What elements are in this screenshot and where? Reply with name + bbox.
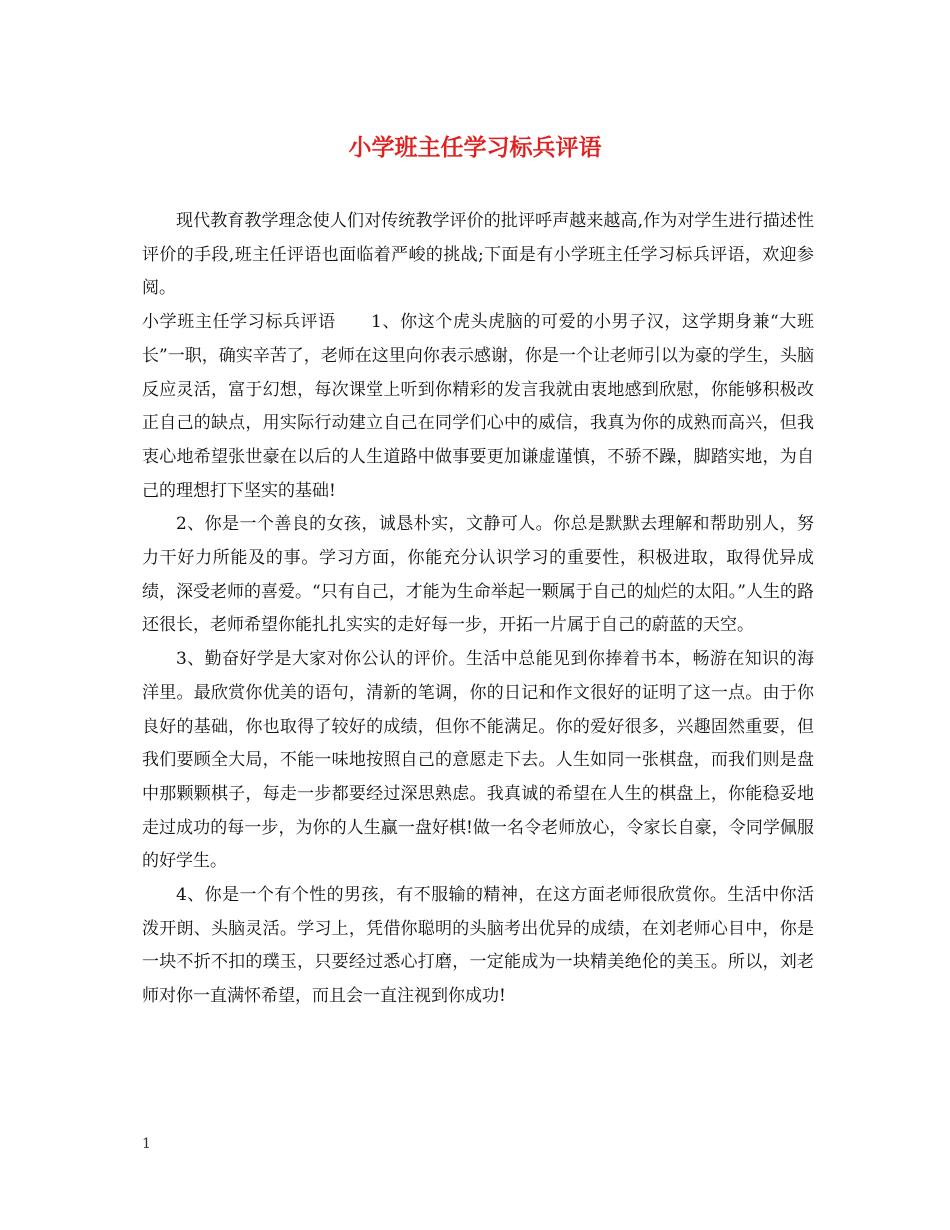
comment-paragraph-1: 小学班主任学习标兵评语 1、你这个虎头虎脑的可爱的小男子汉，这学期身兼“大班长”一职，确实辛苦了，老师在这里向你表示感谢，你是一个让老师引以为豪的学生，头脑反应灵活，富于幻想，每次课堂上听到你精彩的发言我就由衷地感到欣慰，你能够积极改正自己的缺点，用实际行动建立自己在同学们心中的威信，我真为你的成熟而高兴，但我衷心地希望张世豪在以后的人生道路中做事要更加谦虚谨慎，不骄不躁，脚踏实地，为自己的理想打下坚实的基础! xyxy=(142,312,814,501)
intro-paragraph: 现代教育教学理念使人们对传统教学评价的批评呼声越来越高,作为对学生进行描述性评价的手段,班主任评语也面临着严峻的挑战;下面是有小学班主任学习标兵评语，欢迎参阅。 xyxy=(142,211,814,299)
comment-paragraph-4: 4、你是一个有个性的男孩，有不服输的精神，在这方面老师很欣赏你。生活中你活泼开朗、头脑灵活。学习上，凭借你聪明的头脑考出优异的成绩，在刘老师心目中，你是一块不折不扣的璞玉，只要经过悉心打磨，一定能成为一块精美绝伦的美玉。所以，刘老师对你一直满怀希望，而且会一直注视到你成功! xyxy=(142,885,814,1007)
document-body xyxy=(142,205,814,1014)
page-number: 1 xyxy=(142,1136,151,1152)
comment-paragraph-3: 3、勤奋好学是大家对你公认的评价。生活中总能见到你捧着书本，畅游在知识的海洋里。最欣赏你优美的语句，清新的笔调，你的日记和作文很好的证明了这一点。由于你良好的基础，你也取得了较好的成绩，但你不能满足。你的爱好很多，兴趣固然重要，但我们要顾全大局，不能一味地按照自己的意愿走下去。人生如同一张棋盘，而我们则是盘中那颗颗棋子，每走一步都要经过深思熟虑。我真诚的希望在人生的棋盘上，你能稳妥地走过成功的每一步，为你的人生赢一盘好棋!做一名令老师放心，令家长自豪，令同学佩服的好学生。 xyxy=(142,649,814,872)
document-title: 小学班主任学习标兵评语 xyxy=(348,134,602,161)
comment-paragraph-2: 2、你是一个善良的女孩，诚恳朴实，文静可人。你总是默默去理解和帮助别人，努力干好力所能及的事。学习方面，你能充分认识学习的重要性，积极进取，取得优异成绩，深受老师的喜爱。“只有自己，才能为生命举起一颗属于自己的灿烂的太阳。”人生的路还很长，老师希望你能扎扎实实的走好每一步，开拓一片属于自己的蔚蓝的天空。 xyxy=(142,514,814,636)
